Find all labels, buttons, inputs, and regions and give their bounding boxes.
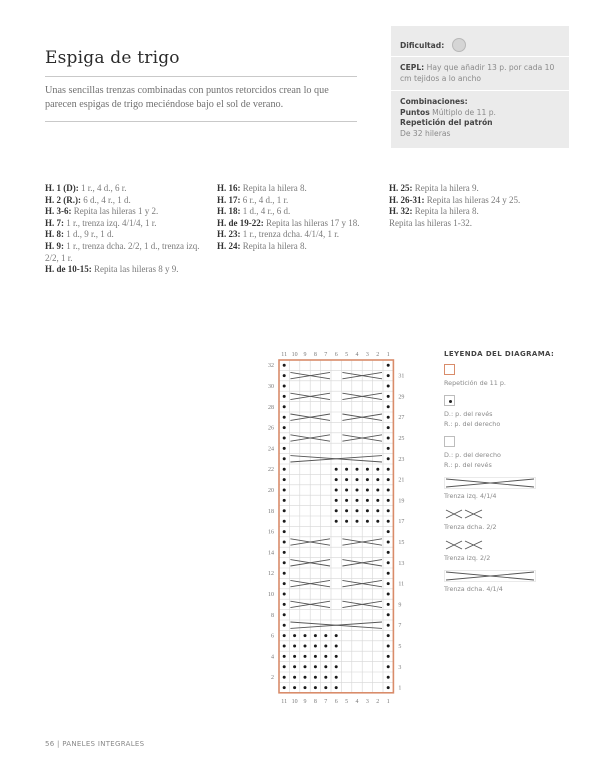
row-label: H. de 10-15: [45,264,92,275]
row-label: H. 8: [45,229,64,240]
svg-text:16: 16 [268,529,274,536]
svg-text:8: 8 [313,698,317,705]
row-text: Repita la hilera 8. [412,206,479,217]
legend-item [444,395,574,429]
svg-text:8: 8 [313,352,317,358]
row-text: Repita la hilera 8. [240,183,307,193]
svg-text:3: 3 [398,664,402,671]
instruction-row [217,206,377,218]
circle-icon [452,38,466,52]
svg-text:9: 9 [303,352,307,358]
row-text: 1 r., trenza dcha. 2/2, 1 d., trenza izq. 2/2, 1 r. [45,240,200,263]
empty-square-icon [444,436,455,447]
svg-text:26: 26 [268,425,274,432]
svg-text:10: 10 [291,352,298,358]
stitches-label: Puntos [400,107,430,117]
row-text: 1 r., trenza izq. 4/1/4, 1 r. [64,217,157,228]
svg-text:1: 1 [398,685,402,692]
legend-label: D.: p. del derecho [444,451,501,459]
svg-text:4: 4 [271,654,274,661]
page-title: Espiga de trigo [45,48,357,77]
svg-text:11: 11 [398,581,405,588]
instructions-col-3 [389,183,549,229]
svg-text:28: 28 [268,404,274,411]
svg-text:1: 1 [386,698,390,705]
svg-text:6: 6 [271,633,274,640]
instruction-row [389,195,549,207]
instruction-row [217,229,377,241]
legend-item [444,539,574,563]
repeat-text: De 32 hileras [400,128,451,138]
chart-grid [262,348,432,718]
row-text: 1 r., trenza dcha. 4/1/4, 1 r. [240,229,339,240]
title-block [45,48,357,122]
svg-text:2: 2 [376,352,380,358]
svg-text:24: 24 [268,446,274,453]
row-text: 1 d., 4 r., 6 d. [240,206,291,217]
instruction-row [389,218,549,230]
knitting-chart [262,348,432,723]
legend-label: Trenza dcha. 2/2 [444,523,497,531]
svg-text:6: 6 [334,352,338,358]
row-text: Repita la hilera 8. [240,240,307,251]
row-label: H. 7: [45,217,64,228]
instruction-row [217,195,377,207]
instruction-row [45,206,205,218]
repeat-box-icon [444,364,455,375]
row-label: H. 3-6: [45,206,72,217]
legend-item [444,477,574,501]
row-label: H. 25: [389,183,413,193]
svg-text:30: 30 [268,384,274,390]
row-text: Repita las hileras 8 y 9. [91,264,179,275]
instruction-row [389,206,549,218]
purl-dot-icon [444,395,455,406]
row-text: 6 d., 4 r., 1 d. [81,194,131,205]
svg-text:11: 11 [281,352,288,358]
svg-text:6: 6 [334,698,338,705]
legend-item [444,364,574,388]
svg-text:20: 20 [268,488,274,494]
svg-text:7: 7 [324,352,328,358]
svg-text:2: 2 [271,675,274,682]
svg-text:1: 1 [386,352,390,358]
legend-title: LEYENDA DEL DIAGRAMA: [444,350,555,358]
row-label: H. 18: [217,206,241,217]
svg-text:10: 10 [291,698,298,705]
legend-label: R.: p. del revés [444,461,492,469]
row-text: 1 d., 9 r., 1 d. [64,229,114,240]
cable-left-2-2-icon [444,539,484,551]
instruction-row [45,218,205,230]
row-label: H. 26-31: [389,194,425,205]
svg-text:15: 15 [398,540,405,546]
legend-label: Trenza dcha. 4/1/4 [444,585,503,593]
svg-text:14: 14 [268,550,274,557]
svg-text:9: 9 [398,602,402,609]
svg-text:3: 3 [365,698,369,705]
svg-text:25: 25 [398,436,405,442]
svg-text:27: 27 [398,415,405,422]
svg-text:18: 18 [268,508,274,515]
svg-text:7: 7 [398,623,402,630]
cable-right-4-1-4-icon [444,570,536,582]
row-label: H. 2 (R.): [45,194,81,205]
svg-text:2: 2 [376,698,380,705]
row-text: 1 r., 4 d., 6 r. [78,183,127,193]
svg-text:13: 13 [398,560,405,567]
row-label: H. de 19-22: [217,217,264,228]
intro-text: Unas sencillas trenzas combinadas con puntos retorcidos crean lo que parecen espigas de trigo meciéndose bajo el sol de verano. [45,77,357,122]
cable-right-2-2-icon [444,508,484,520]
page-footer: 56 | PANELES INTEGRALES [45,740,145,748]
instructions-col-2 [217,183,377,253]
svg-text:9: 9 [303,698,307,705]
row-text: 6 r., 4 d., 1 r. [240,194,289,205]
svg-text:23: 23 [398,456,405,463]
svg-text:21: 21 [398,477,405,484]
row-text: Repita las hileras 1-32. [389,217,472,228]
cable-left-4-1-4-icon [444,477,536,489]
svg-text:31: 31 [398,373,405,380]
svg-text:4: 4 [355,352,359,358]
row-label: H. 16: [217,183,241,193]
instruction-row [389,183,549,195]
instructions-col-1 [45,183,205,276]
legend-item [444,508,574,532]
svg-text:22: 22 [268,467,274,474]
svg-text:4: 4 [355,698,359,705]
legend-label: D.: p. del revés [444,410,493,418]
instruction-row [217,241,377,253]
chart-legend [444,350,574,601]
svg-text:3: 3 [365,352,369,358]
row-text: Repita las hileras 17 y 18. [263,217,360,228]
pattern-info-box [391,26,569,148]
svg-text:5: 5 [345,698,349,705]
combinations-label: Combinaciones: [400,97,468,106]
svg-text:7: 7 [324,698,328,705]
row-label: H. 9: [45,240,64,251]
cepl-text: Hay que añadir 13 p. por cada 10 cm tejidos a lo ancho [400,63,555,83]
legend-label: Repetición de 11 p. [444,379,506,387]
row-label: H. 24: [217,240,241,251]
stitches-text: Múltiplo de 11 p. [432,107,496,117]
svg-text:17: 17 [398,519,405,526]
repeat-label: Repetición del patrón [400,118,493,127]
row-label: H. 17: [217,194,241,205]
instruction-row [45,241,205,264]
svg-text:12: 12 [268,571,274,578]
svg-text:11: 11 [281,698,288,705]
legend-item [444,570,574,594]
instruction-row [45,195,205,207]
svg-text:5: 5 [398,644,402,650]
cepl-label: CEPL: [400,63,425,72]
instruction-row [45,183,205,195]
row-label: H. 1 (D): [45,183,79,193]
instruction-row [217,183,377,195]
legend-item [444,436,574,470]
instruction-row [217,218,377,230]
instruction-row [45,264,205,276]
svg-text:19: 19 [398,498,405,505]
row-label: H. 32: [389,206,413,217]
difficulty-label: Dificultad: [400,40,445,50]
legend-label: R.: p. del derecho [444,420,501,428]
svg-text:5: 5 [345,352,349,358]
svg-text:32: 32 [268,363,274,370]
legend-label: Trenza izq. 2/2 [444,554,491,562]
svg-text:10: 10 [268,592,274,598]
svg-text:29: 29 [398,394,405,401]
svg-text:8: 8 [271,612,274,619]
row-text: Repita la hilera 9. [412,183,479,193]
row-text: Repita las hileras 24 y 25. [424,194,521,205]
row-label: H. 23: [217,229,241,240]
row-text: Repita las hileras 1 y 2. [71,206,159,217]
legend-label: Trenza izq. 4/1/4 [444,492,497,500]
instruction-row [45,229,205,241]
